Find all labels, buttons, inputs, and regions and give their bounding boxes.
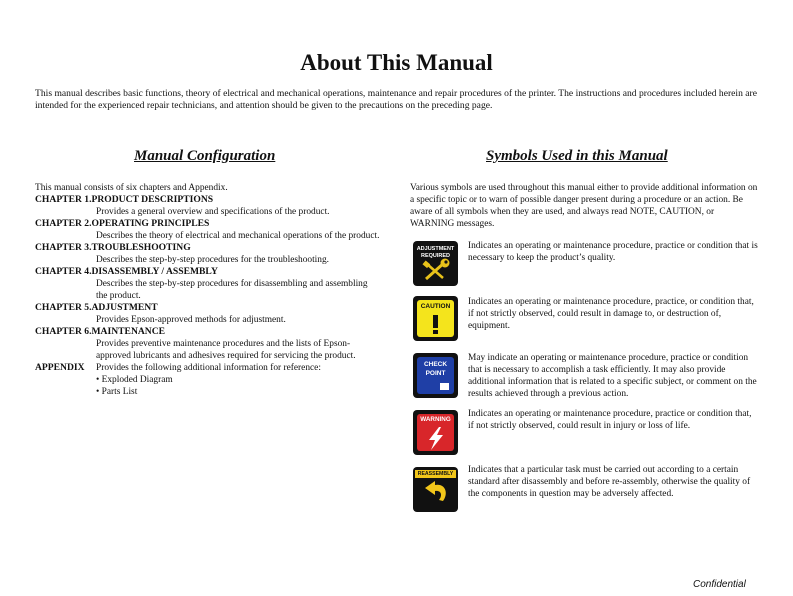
check-point-icon: [413, 353, 458, 398]
appendix-desc: Provides the following additional information for reference:: [96, 363, 321, 373]
chapter-3-title: CHAPTER 3.TROUBLESHOOTING: [35, 242, 191, 253]
reassembly-icon: [413, 467, 458, 512]
chapter-6-desc: Provides preventive maintenance procedures and the lists of Epson-approved lubricants and adhesives required for servicing the product.: [96, 339, 356, 361]
chapter-4-title: CHAPTER 4.DISASSEMBLY / ASSEMBLY: [35, 266, 218, 277]
manual-configuration-heading: Manual Configuration: [134, 148, 276, 164]
adjustment-required-icon: [413, 241, 458, 286]
appendix-label: APPENDIX: [35, 362, 85, 373]
adjustment-label-1: ADJUSTMENT: [416, 246, 455, 252]
chapter-1-desc: Provides a general overview and specifications of the product.: [96, 207, 330, 217]
adjustment-label-2: REQUIRED: [420, 253, 451, 259]
manual-configuration-section: [35, 182, 380, 398]
reassembly-desc: Indicates that a particular task must be carried out according to a certain standard after disassembly and before re-assembly, otherwise the quality of the components in question may be adversely affected.: [468, 465, 751, 499]
config-intro: This manual consists of six chapters and Appendix.: [35, 183, 228, 193]
check-label-1: CHECK: [423, 361, 448, 368]
symbols-intro: Various symbols are used throughout this manual either to provide additional information on a specific topic or to warn of possible danger present during a procedure or an action. Be aware of all symbols when they are used, and always read NOTE, CAUTION, or WARNING messages.: [410, 183, 758, 229]
chapter-4-desc: Describes the step-by-step procedures for disassembling and assembling the product.: [96, 279, 368, 301]
intro-paragraph: This manual describes basic functions, theory of electrical and mechanical operations, maintenance and repair procedures of the printer. The instructions and procedures included herein are intended for the experienced repair technicians, and attention should be given to the precautions on the preceding page.: [35, 88, 758, 111]
symbols-heading: Symbols Used in this Manual: [486, 148, 668, 164]
chapter-1-title: CHAPTER 1.PRODUCT DESCRIPTIONS: [35, 194, 214, 205]
wrench-screwdriver-glyph: [413, 241, 458, 286]
reassembly-label: REASSEMBLY: [417, 471, 454, 477]
chapter-3-desc: Describes the step-by-step procedures for the troubleshooting.: [96, 255, 330, 265]
adjustment-required-desc: Indicates an operating or maintenance procedure, practice or condition that is necessary to keep the product’s quality.: [468, 241, 758, 263]
chapter-2-desc: Describes the theory of electrical and mechanical operations of the product.: [96, 231, 380, 241]
warning-desc: Indicates an operating or maintenance procedure, practice or condition that, if not strictly observed, could result in injury or loss of life.: [468, 409, 752, 431]
page-title: About This Manual: [300, 50, 493, 75]
check-label-2: POINT: [425, 370, 446, 377]
caution-icon: [413, 296, 458, 341]
check-point-desc: May indicate an operating or maintenance procedure, practice or condition that is necessary to accomplish a task efficiently. It may also provide additional information that is related to a specific subject, or comment on the results achieved through a previous action.: [468, 353, 757, 399]
chapter-6-title: CHAPTER 6.MAINTENANCE: [35, 326, 166, 337]
chapter-5-desc: Provides Epson-approved methods for adjustment.: [96, 315, 286, 325]
warning-label: WARNING: [420, 416, 451, 423]
caution-label: CAUTION: [420, 303, 451, 310]
appendix-item-parts-list: • Parts List: [96, 387, 138, 397]
appendix-list: [96, 374, 321, 398]
chapter-5-title: CHAPTER 5.ADJUSTMENT: [35, 302, 158, 313]
warning-icon: [413, 410, 458, 455]
caution-desc: Indicates an operating or maintenance procedure, practice, or condition that, if not strictly observed, could result in damage to, or destruction of, equipment.: [468, 297, 754, 331]
chapter-2-title: CHAPTER 2.OPERATING PRINCIPLES: [35, 218, 210, 229]
confidential-footer: Confidential: [693, 579, 746, 590]
appendix-item-exploded-diagram: • Exploded Diagram: [96, 375, 173, 385]
appendix-block: [35, 362, 380, 398]
